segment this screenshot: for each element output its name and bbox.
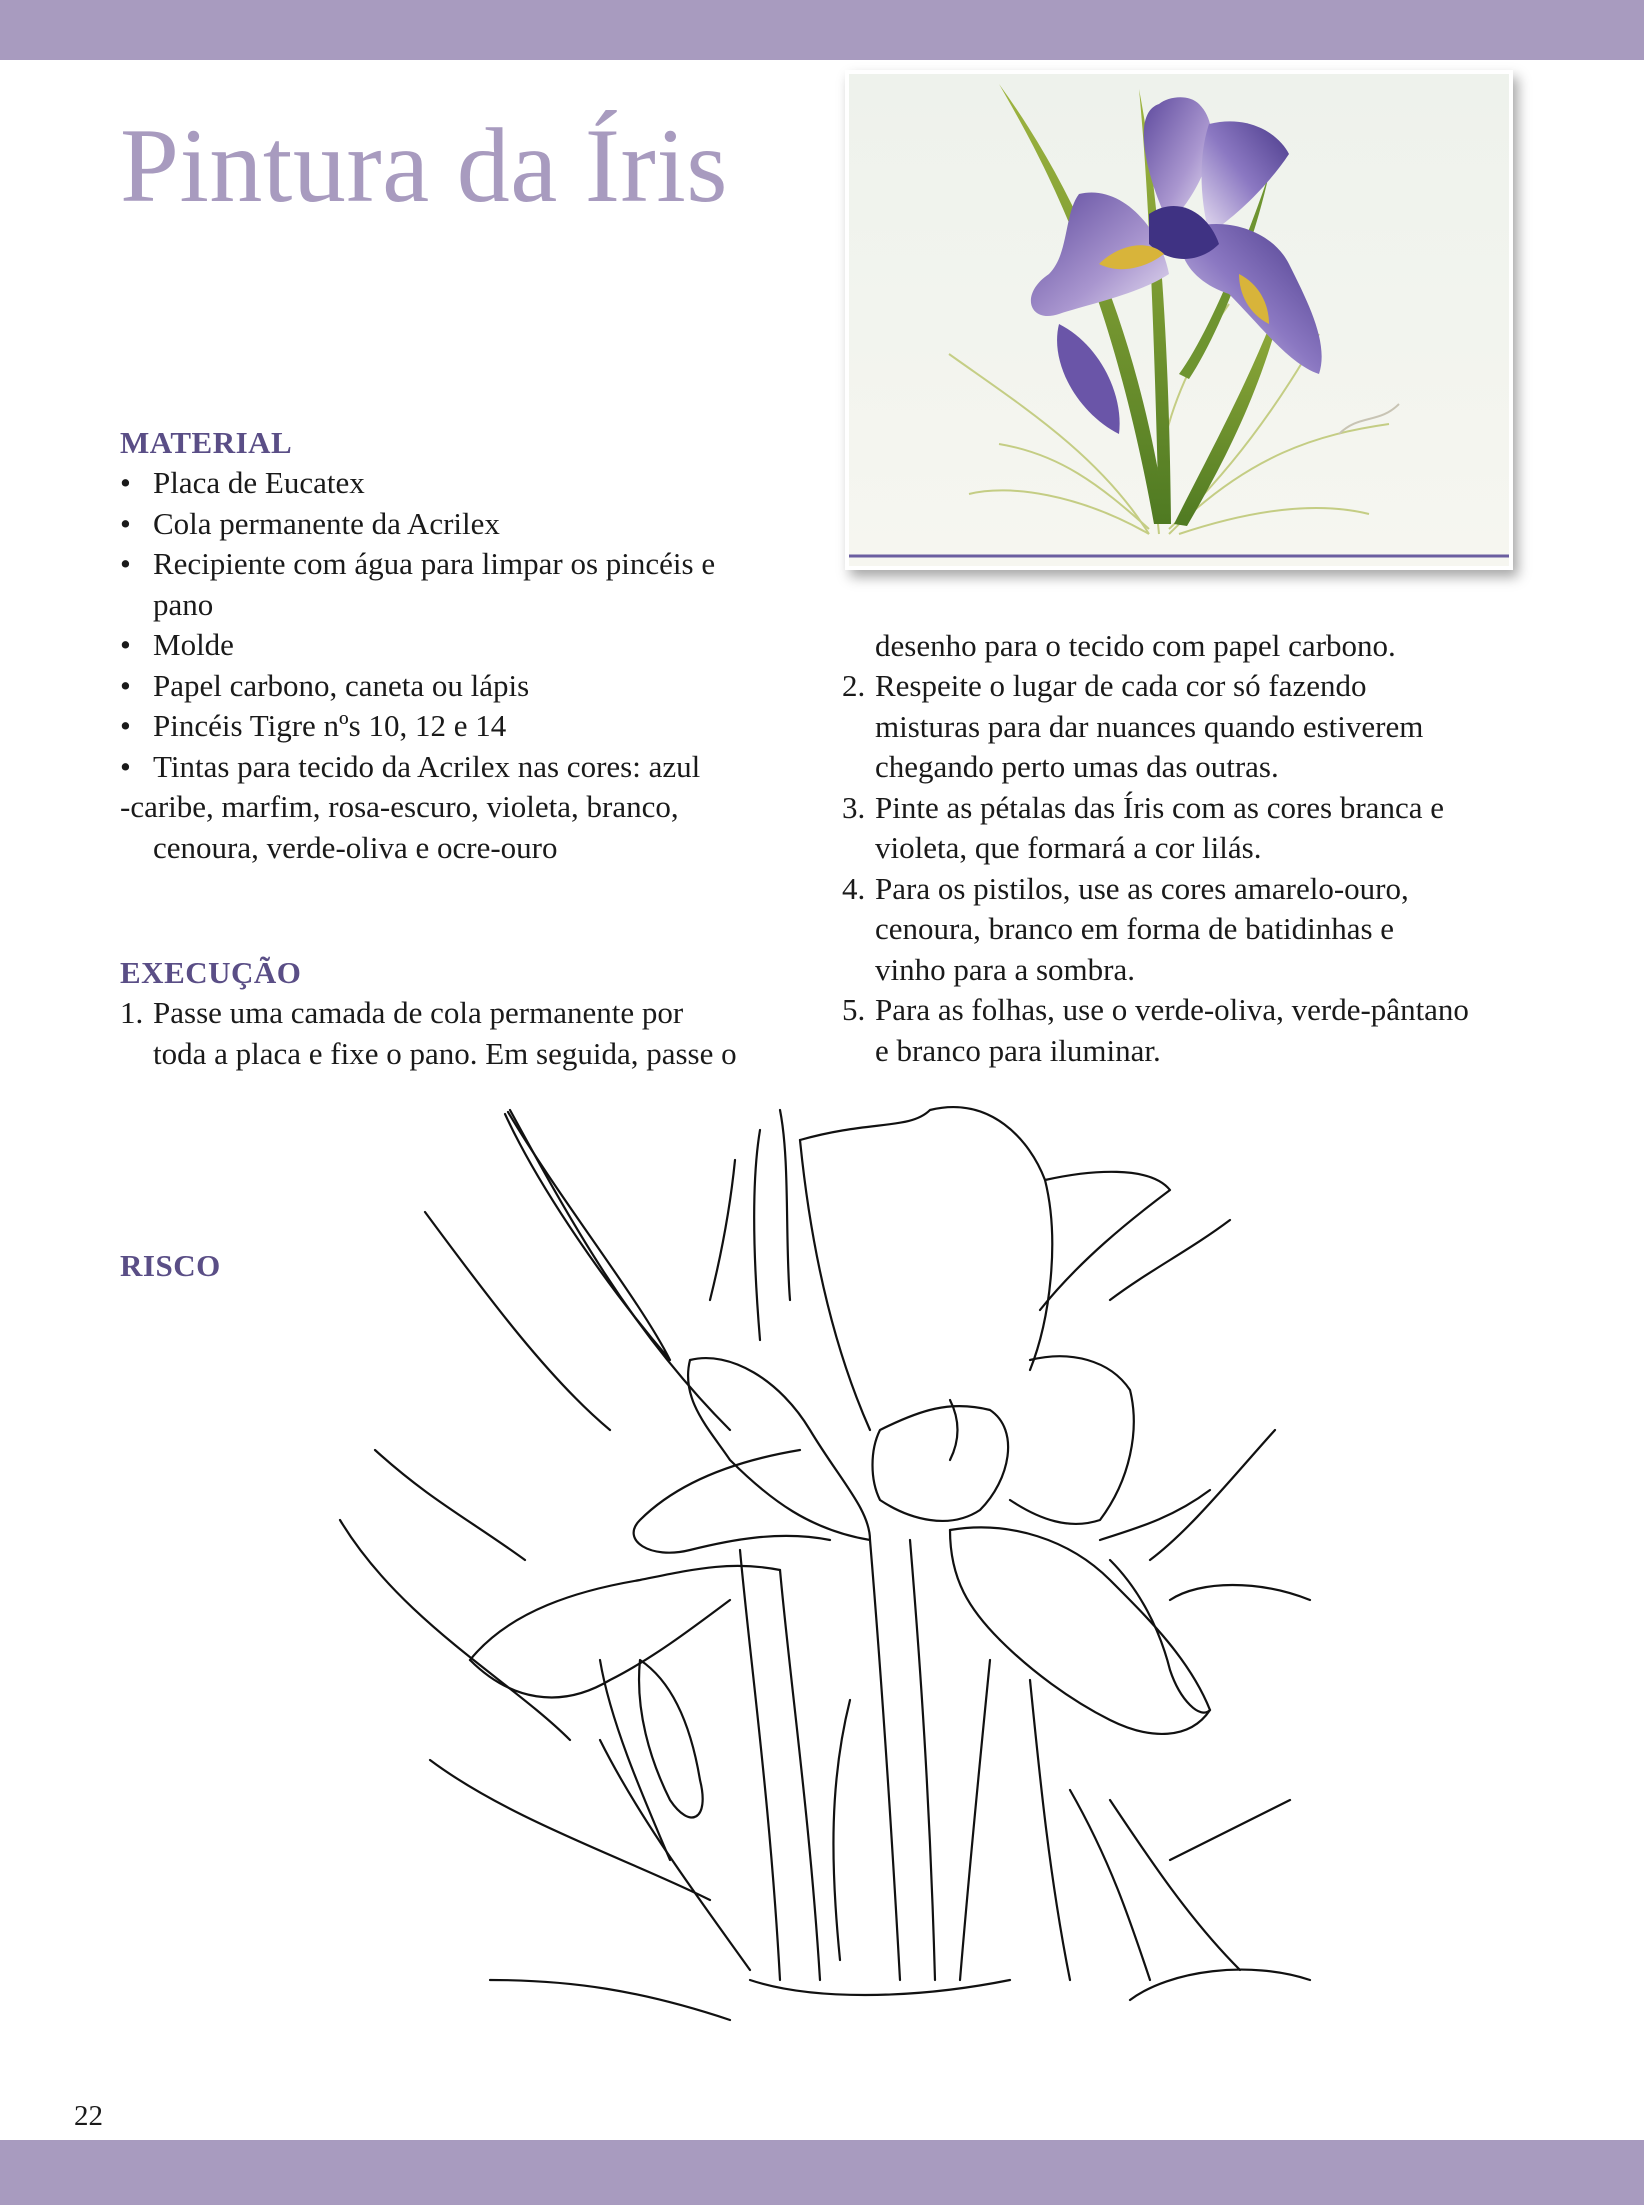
list-item: • Pincéis Tigre nºs 10, 12 e 14 [120,708,507,743]
risco-heading: RISCO [120,1248,221,1283]
list-item: • Cola permanente da Acrilex [120,505,500,541]
list-item: -caribe, marfim, rosa-escuro, violeta, branco, cenoura, verde-oliva e ocre-ouro [120,789,679,865]
list-item: • Papel carbono, caneta ou lápis [120,667,530,703]
material-list [120,463,800,868]
material-heading: MATERIAL [120,425,293,460]
list-item: • Molde [120,627,234,662]
step-continuation: desenho para o tecido com papel carbono. [875,628,1396,663]
list-item: • Placa de Eucatex [120,465,365,500]
list-item: • Recipiente com água para limpar os pincéis e pano [120,546,716,622]
execucao-steps-right [842,666,1542,1071]
iris-painting-photo [845,70,1513,570]
step-item: 1. Passe uma camada de cola permanente por toda a placa e fixe o pano. Em seguida, passe o [120,995,737,1071]
list-item: • Tintas para tecido da Acrilex nas cores: azul [120,748,701,784]
execucao-heading: EXECUÇÃO [120,955,302,990]
iris-painting-illustration [849,74,1509,566]
execucao-steps-left [120,993,800,1074]
page-title: Pintura da Íris [120,107,729,224]
step-item: 4. Para os pistilos, use as cores amarelo-ouro, cenoura, branco em forma de batidinhas e vinho para a sombra. [842,870,1409,987]
step-item: 3. Pinte as pétalas das Íris com as cores branca e violeta, que formará a cor lilás. [842,789,1444,865]
step-item: 2. Respeite o lugar de cada cor só fazendo misturas para dar nuances quando estiverem chegando perto umas das outras. [842,668,1424,784]
bottom-decorative-bar [0,2140,1644,2205]
step-item: 5. Para as folhas, use o verde-oliva, verde-pântano e branco para iluminar. [842,992,1469,1068]
page-number: 22 [74,2100,103,2132]
iris-line-drawing [310,1100,1330,2090]
top-decorative-bar [0,0,1644,60]
